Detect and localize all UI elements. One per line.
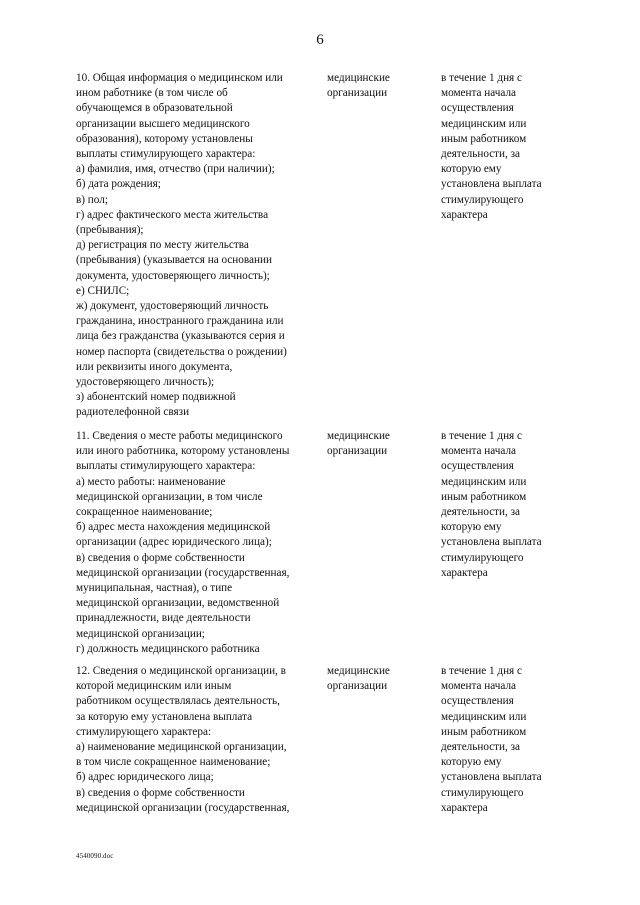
text-line: а) место работы: наименование	[76, 475, 226, 488]
text-line: удостоверяющего личность);	[76, 376, 215, 389]
text-line: иным работником	[441, 490, 527, 503]
text-line: 12. Сведения о медицинской организации, в	[76, 665, 286, 677]
text-line: организации	[327, 87, 388, 100]
text-line: б) дата рождения;	[76, 178, 161, 191]
text-line: которую ему	[441, 756, 502, 769]
text-line: принадлежности, виде деятельности	[76, 612, 251, 625]
text-line: медицинской организации;	[76, 627, 205, 640]
text-line: деятельности, за	[441, 741, 521, 754]
text-line: гражданина, иностранного гражданина или	[76, 315, 284, 328]
text-line: медицинским или	[441, 475, 527, 488]
text-line: а) наименование медицинской организации,	[76, 741, 287, 754]
page-number: 6	[316, 32, 324, 48]
text-line: д) регистрация по месту жительства	[76, 239, 249, 252]
text-line: организации (адрес юридического лица);	[76, 536, 272, 549]
text-line: стимулирующего характера:	[76, 725, 212, 738]
text-line: б) адрес места нахождения медицинской	[76, 521, 271, 534]
text-line: медицинской организации (государственная,	[76, 566, 290, 579]
text-line: организации высшего медицинского	[76, 117, 250, 130]
text-line: медицинским или	[441, 710, 527, 723]
info-cell	[76, 664, 324, 816]
text-line: медицинские	[327, 665, 390, 677]
text-line: которую ему	[441, 163, 502, 176]
text-line: которой медицинским или иным	[76, 680, 232, 693]
term-cell	[441, 71, 561, 223]
text-line: сокращенное наименование;	[76, 506, 213, 519]
text-line: осуществления	[441, 102, 514, 115]
text-line: документа, удостоверяющего личность);	[76, 269, 270, 282]
text-line: стимулирующего	[441, 786, 524, 799]
text-line: которую ему	[441, 521, 502, 534]
text-line: (пребывания);	[76, 224, 144, 237]
text-line: а) фамилия, имя, отчество (при наличии);	[76, 163, 275, 176]
info-cell	[76, 71, 324, 421]
text-line: ином работнике (в том числе об	[76, 87, 228, 100]
text-line: характера	[441, 801, 488, 814]
text-line: в) пол;	[76, 193, 108, 206]
text-line: образования), которому установлены	[76, 132, 253, 145]
text-line: 11. Сведения о месте работы медицинского	[76, 430, 283, 442]
text-line: установлена выплата	[441, 178, 542, 191]
text-line: иным работником	[441, 725, 527, 738]
text-line: в течение 1 дня с	[441, 665, 522, 677]
text-line: в течение 1 дня с	[441, 72, 522, 84]
text-line: ж) документ, удостоверяющий личность	[76, 300, 269, 313]
text-line: медицинской организации (государственная,	[76, 801, 290, 814]
text-line: медицинской организации, ведомственной	[76, 597, 280, 610]
text-line: з) абонентский номер подвижной	[76, 391, 236, 404]
text-line: за которую ему установлена выплата	[76, 710, 253, 723]
text-line: обучающемся в образовательной	[76, 102, 233, 115]
text-line: момента начала	[441, 680, 517, 693]
text-line: радиотелефонной связи	[76, 406, 190, 419]
text-line: медицинским или	[441, 117, 527, 130]
text-line: (пребывания) (указывается на основании	[76, 254, 272, 267]
text-line: медицинские	[327, 430, 390, 442]
source-cell	[327, 429, 427, 459]
source-cell	[327, 71, 427, 101]
text-line: или реквизиты иного документа,	[76, 360, 233, 373]
text-line: работником осуществлялась деятельность,	[76, 695, 280, 708]
text-line: стимулирующего	[441, 193, 524, 206]
text-line: в течение 1 дня с	[441, 430, 522, 442]
text-line: 10. Общая информация о медицинском или	[76, 72, 283, 84]
text-line: медицинские	[327, 72, 390, 84]
term-cell	[441, 664, 561, 816]
source-cell	[327, 664, 427, 694]
text-line: номер паспорта (свидетельства о рождении)	[76, 345, 287, 358]
text-line: момента начала	[441, 87, 517, 100]
text-line: или иного работника, которому установлены	[76, 445, 290, 458]
text-line: установлена выплата	[441, 536, 542, 549]
footer-file-code: 4540090.doc	[76, 852, 114, 860]
text-line: г) адрес фактического места жительства	[76, 208, 269, 221]
text-line: в) сведения о форме собственности	[76, 786, 245, 799]
info-cell	[76, 429, 324, 657]
text-line: иным работником	[441, 132, 527, 145]
text-line: б) адрес юридического лица;	[76, 771, 214, 784]
text-line: е) СНИЛС;	[76, 284, 130, 297]
text-line: деятельности, за	[441, 148, 521, 161]
text-line: характера	[441, 566, 488, 579]
text-line: установлена выплата	[441, 771, 542, 784]
text-line: организации	[327, 680, 388, 693]
text-line: момента начала	[441, 445, 517, 458]
text-line: муниципальная, частная), о типе	[76, 582, 233, 595]
term-cell	[441, 429, 561, 581]
text-line: в том числе сокращенное наименование;	[76, 756, 271, 769]
text-line: организации	[327, 445, 388, 458]
text-line: в) сведения о форме собственности	[76, 551, 245, 564]
text-line: выплаты стимулирующего характера:	[76, 460, 256, 473]
text-line: медицинской организации, в том числе	[76, 490, 263, 503]
text-line: г) должность медицинского работника	[76, 642, 260, 655]
text-line: стимулирующего	[441, 551, 524, 564]
text-line: характера	[441, 208, 488, 221]
text-line: деятельности, за	[441, 506, 521, 519]
text-line: осуществления	[441, 460, 514, 473]
text-line: выплаты стимулирующего характера:	[76, 148, 256, 161]
text-line: лица без гражданства (указываются серия и	[76, 330, 285, 343]
text-line: осуществления	[441, 695, 514, 708]
